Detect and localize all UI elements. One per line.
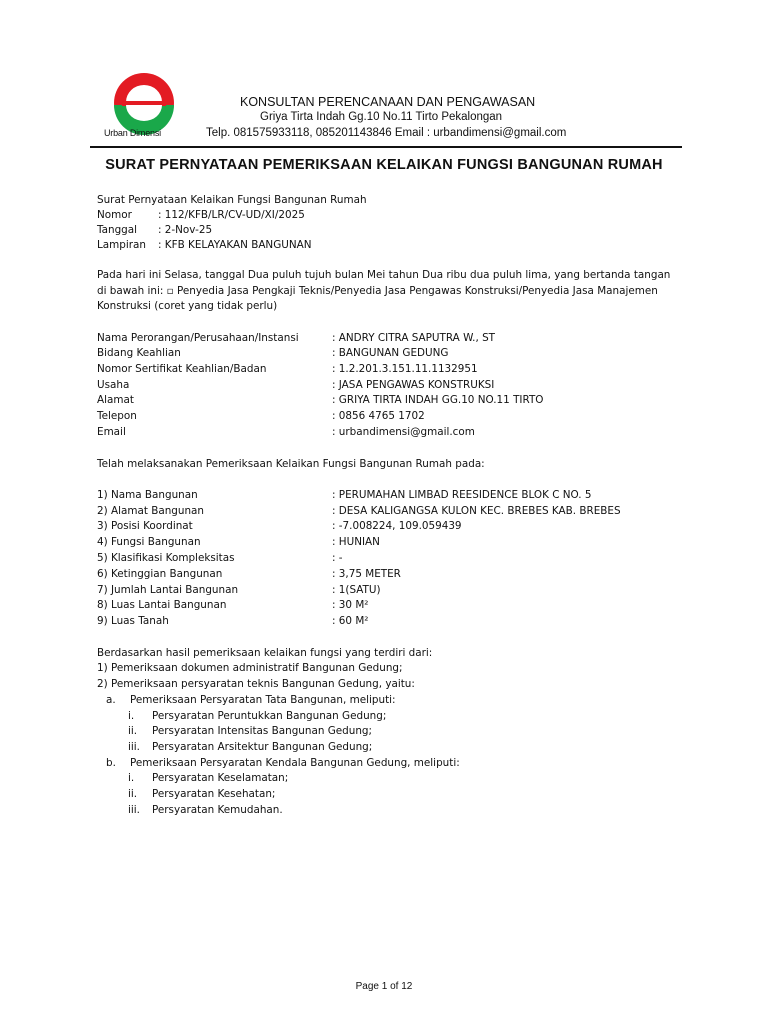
building-label: 3) Posisi Koordinat bbox=[97, 520, 193, 532]
list-item: Persyaratan Peruntukkan Bangunan Gedung; bbox=[152, 710, 387, 722]
list-marker: i. bbox=[128, 772, 135, 784]
list-item: Persyaratan Kesehatan; bbox=[152, 788, 276, 800]
list-marker: ii. bbox=[128, 725, 138, 737]
meta-label: Lampiran bbox=[97, 239, 146, 251]
building-label: 2) Alamat Bangunan bbox=[97, 505, 204, 517]
building-label: 7) Jumlah Lantai Bangunan bbox=[97, 584, 239, 596]
header-divider bbox=[90, 146, 682, 148]
intro-line: di bawah ini: ▫ Penyedia Jasa Pengkaji Teknis/Penyedia Jasa Pengawas Konstruksi/Penyedia Jasa Manajemen bbox=[97, 285, 658, 297]
list-item: Persyaratan Intensitas Bangunan Gedung; bbox=[152, 725, 373, 737]
list-marker: b. bbox=[106, 757, 116, 769]
declarant-label: Usaha bbox=[97, 379, 130, 391]
building-value: : 1(SATU) bbox=[332, 584, 381, 596]
meta-value: : 2-Nov-25 bbox=[158, 224, 213, 236]
intro-line: Konstruksi (coret yang tidak perlu) bbox=[97, 300, 278, 312]
declarant-value: : 1.2.201.3.151.11.1132951 bbox=[332, 363, 478, 375]
meta-label: Tanggal bbox=[97, 224, 138, 236]
building-label: 6) Ketinggian Bangunan bbox=[97, 568, 223, 580]
building-value: : 30 M² bbox=[332, 599, 369, 611]
document-title: SURAT PERNYATAAN PEMERIKSAAN KELAIKAN FUNGSI BANGUNAN RUMAH bbox=[105, 157, 663, 173]
company-address: Griya Tirta Indah Gg.10 No.11 Tirto Pekalongan bbox=[260, 111, 503, 123]
building-label: 5) Klasifikasi Kompleksitas bbox=[97, 552, 235, 564]
results-item: 2) Pemeriksaan persyaratan teknis Bangunan Gedung, yaitu: bbox=[97, 678, 415, 690]
meta-value: : KFB KELAYAKAN BANGUNAN bbox=[158, 239, 312, 251]
building-value: : HUNIAN bbox=[332, 536, 380, 548]
list-item: Persyaratan Arsitektur Bangunan Gedung; bbox=[152, 741, 373, 753]
logo-caption: Urban Dimensi bbox=[104, 128, 161, 138]
building-value: : -7.008224, 109.059439 bbox=[332, 520, 462, 532]
declarant-value: : 0856 4765 1702 bbox=[332, 410, 425, 422]
building-label: 8) Luas Lantai Bangunan bbox=[97, 599, 227, 611]
list-marker: a. bbox=[106, 694, 116, 706]
list-marker: ii. bbox=[128, 788, 138, 800]
declarant-value: : BANGUNAN GEDUNG bbox=[332, 347, 449, 359]
building-label: 9) Luas Tanah bbox=[97, 615, 169, 627]
declarant-value: : GRIYA TIRTA INDAH GG.10 NO.11 TIRTO bbox=[332, 394, 544, 406]
building-value: : PERUMAHAN LIMBAD REESIDENCE BLOK C NO. 5 bbox=[332, 489, 592, 501]
building-value: : - bbox=[332, 552, 343, 564]
meta-value: : 112/KFB/LR/CV-UD/XI/2025 bbox=[158, 209, 305, 221]
building-label: 1) Nama Bangunan bbox=[97, 489, 198, 501]
company-name: KONSULTAN PERENCANAAN DAN PENGAWASAN bbox=[240, 95, 536, 109]
company-contact: Telp. 081575933118, 085201143846 Email : urbandimensi@gmail.com bbox=[206, 127, 567, 139]
list-item: Persyaratan Keselamatan; bbox=[152, 772, 289, 784]
list-marker: iii. bbox=[128, 741, 140, 753]
results-intro: Berdasarkan hasil pemeriksaan kelaikan fungsi yang terdiri dari: bbox=[97, 647, 433, 659]
building-value: : 3,75 METER bbox=[332, 568, 401, 580]
declarant-label: Nomor Sertifikat Keahlian/Badan bbox=[97, 363, 267, 375]
meta-subject: Surat Pernyataan Kelaikan Fungsi Bangunan Rumah bbox=[97, 194, 367, 206]
declarant-label: Bidang Keahlian bbox=[97, 347, 181, 359]
building-value: : 60 M² bbox=[332, 615, 369, 627]
declarant-value: : JASA PENGAWAS KONSTRUKSI bbox=[332, 379, 495, 391]
building-label: 4) Fungsi Bangunan bbox=[97, 536, 201, 548]
list-item: Persyaratan Kemudahan. bbox=[152, 804, 283, 816]
declarant-email: : urbandimensi@gmail.com bbox=[332, 426, 475, 438]
list-marker: i. bbox=[128, 710, 135, 722]
declarant-value: : ANDRY CITRA SAPUTRA W., ST bbox=[332, 332, 496, 344]
declarant-label: Alamat bbox=[97, 394, 134, 406]
list-marker: iii. bbox=[128, 804, 140, 816]
intro-line: Pada hari ini Selasa, tanggal Dua puluh tujuh bulan Mei tahun Dua ribu dua puluh lima, yang bertanda tangan bbox=[97, 269, 671, 281]
list-item: Pemeriksaan Persyaratan Tata Bangunan, meliputi: bbox=[130, 694, 396, 706]
meta-label: Nomor bbox=[97, 209, 132, 221]
results-item: 1) Pemeriksaan dokumen administratif Bangunan Gedung; bbox=[97, 662, 403, 674]
declarant-label: Email bbox=[97, 426, 126, 438]
declarant-label: Telepon bbox=[97, 410, 137, 422]
done-statement: Telah melaksanakan Pemeriksaan Kelaikan Fungsi Bangunan Rumah pada: bbox=[97, 458, 485, 470]
page-number: Page 1 of 12 bbox=[355, 981, 413, 992]
declarant-label: Nama Perorangan/Perusahaan/Instansi bbox=[97, 332, 299, 344]
list-item: Pemeriksaan Persyaratan Kendala Bangunan Gedung, meliputi: bbox=[130, 757, 460, 769]
building-value: : DESA KALIGANGSA KULON KEC. BREBES KAB. BREBES bbox=[332, 505, 621, 517]
